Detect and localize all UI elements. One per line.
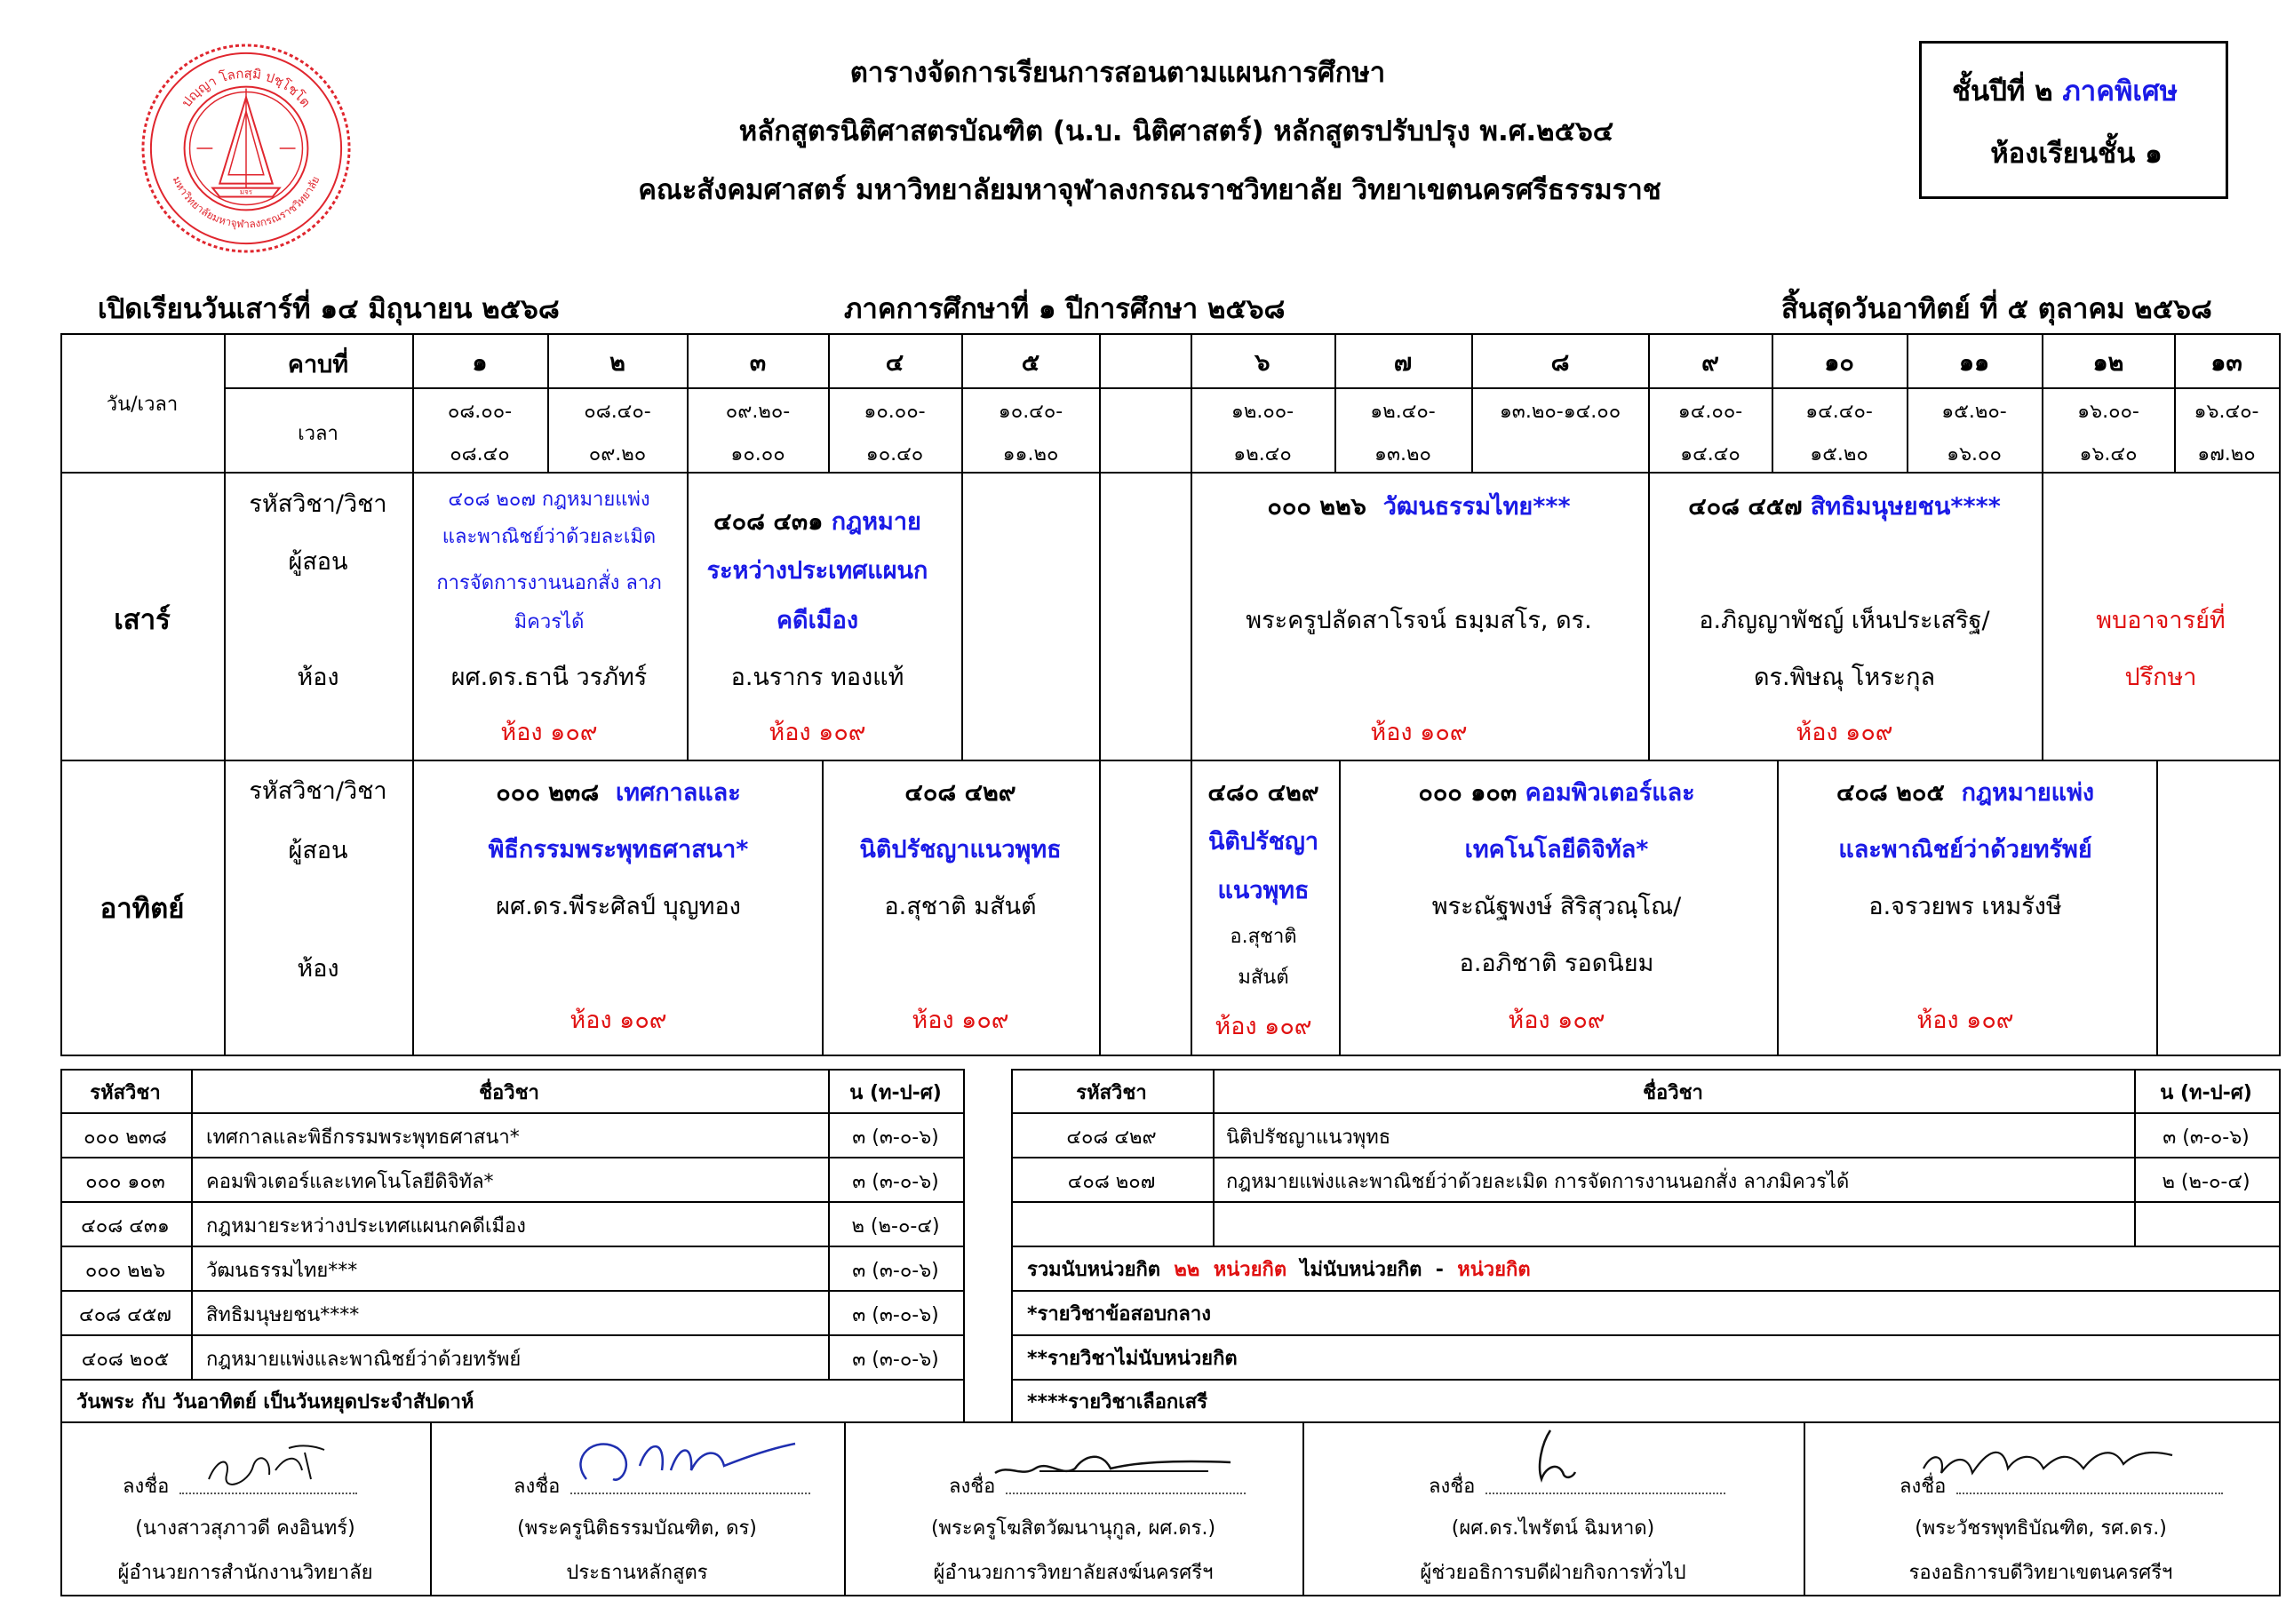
period-time-start: ๑๐.๐๐-: [864, 401, 926, 423]
start-date: เปิดเรียนวันเสาร์ที่ ๑๔ มิถุนายน ๒๕๖๘: [98, 293, 560, 325]
course-room: ห้อง ๑๐๙: [912, 1007, 1009, 1034]
course-title-line: กฎหมายแพ่ง: [1961, 779, 2095, 807]
period-number: ๘: [1550, 349, 1570, 377]
course-room: ห้อง ๑๐๙: [1796, 719, 1893, 746]
course-teacher: อ.สุชาติ: [1230, 926, 1297, 948]
note-noncredit: **รายวิชาไม่นับหน่วยกิต: [1027, 1348, 1238, 1370]
course-credits: ๓ (๓-๐-๖): [852, 1349, 939, 1371]
course-code: ๔๐๘ ๒๐๕: [1836, 779, 1945, 807]
signer-role: ผู้ช่วยอธิการบดีฝ่ายกิจการทั่วไป: [1420, 1562, 1686, 1584]
course-code: ๐๐๐ ๒๒๖: [84, 1260, 166, 1282]
signer-role: ผู้อำนวยการวิทยาลัยสงฆ์นครศรีฯ: [933, 1562, 1214, 1584]
time-label: เวลา: [298, 423, 339, 445]
course-title-line: และพาณิชย์ว่าด้วยทรัพย์: [1838, 836, 2092, 864]
course-code: ๐๐๐ ๒๓๘: [84, 1126, 167, 1149]
period-number: ๑๓: [2210, 349, 2242, 377]
course-teacher: มสันต์: [1238, 967, 1289, 989]
signer-name: (นางสาวสุภาวดี คงอินทร์): [135, 1517, 355, 1540]
signer-role: ประธานหลักสูตร: [566, 1562, 708, 1584]
period-time-start: ๑๕.๒๐-: [1941, 401, 2007, 423]
course-code: ๐๐๐ ๒๒๖: [1267, 493, 1366, 521]
term-info: ภาคการศึกษาที่ ๑ ปีการศึกษา ๒๕๖๘: [844, 293, 1286, 325]
course-teacher: ดร.พิษณุ โหระกุล: [1753, 664, 1936, 691]
period-time-end: ๑๐.๔๐: [865, 443, 924, 466]
course-teacher: พระณัฐพงษ์ สิริสุวณฺโณ/: [1431, 893, 1682, 920]
col-header-credits: น (ท-ป-ศ): [2160, 1082, 2252, 1104]
signature-label: ลงชื่อ: [123, 1476, 170, 1498]
course-name: คอมพิวเตอร์และเทคโนโลยีดิจิทัล*: [206, 1171, 494, 1193]
signature-label: ลงชื่อ: [1429, 1476, 1476, 1498]
end-date: สิ้นสุดวันอาทิตย์ ที่ ๕ ตุลาคม ๒๕๖๘: [1781, 293, 2212, 325]
course-teacher: อ.สุชาติ มสันต์: [884, 893, 1037, 920]
col-header-code: รหัสวิชา: [1076, 1082, 1147, 1104]
course-credits: ๒ (๒-๐-๔): [851, 1215, 940, 1238]
signature-line: [179, 1493, 357, 1494]
course-teacher: ผศ.ดร.ธานี วรภัทร์: [450, 664, 648, 691]
svg-text:ปญฺญา โลกสฺมิ ปชฺโชโต: ปญฺญา โลกสฺมิ ปชฺโชโต: [178, 65, 315, 111]
period-time-end: ๑๖.๔๐: [2079, 443, 2138, 466]
signature-label: ลงชื่อ: [1900, 1476, 1947, 1498]
course-credits: ๓ (๓-๐-๖): [852, 1304, 939, 1326]
course-credits: ๓ (๓-๐-๖): [2163, 1126, 2250, 1149]
course-teacher: อ.จรวยพร เหมรังษี: [1868, 893, 2062, 920]
course-title-line: และพาณิชย์ว่าด้วยละเมิด: [442, 526, 657, 548]
course-name: สิทธิมนุษยชน****: [206, 1304, 360, 1326]
period-time-end: ๑๓.๒๐: [1374, 443, 1431, 466]
course-code: ๔๐๘ ๔๓๑: [81, 1215, 170, 1238]
period-time-start: ๑๖.๔๐-: [2194, 401, 2259, 423]
course-credits: ๓ (๓-๐-๖): [852, 1171, 939, 1193]
course-room: ห้อง ๑๐๙: [1215, 1013, 1312, 1040]
course-code: ๔๐๘ ๒๐๗: [1067, 1171, 1156, 1193]
period-time-start: ๑๐.๔๐-: [998, 401, 1063, 423]
sun-code-label: รหัสวิชา/วิชา: [249, 777, 387, 805]
course-code: ๔๐๘ ๒๐๕: [81, 1349, 170, 1371]
header-line-3: คณะสังคมศาสตร์ มหาวิทยาลัยมหาจุฬาลงกรณราชวิทยาลัย วิทยาเขตนครศรีธรรมราช: [638, 174, 1661, 206]
period-time-start: ๑๒.๔๐-: [1370, 401, 1436, 423]
course-name: นิติปรัชญาแนวพุทธ: [1226, 1126, 1391, 1149]
period-label: คาบที่: [287, 351, 349, 378]
signature-line: [1006, 1493, 1246, 1494]
course-room: ห้อง ๑๐๙: [500, 719, 598, 746]
signature-line: [1486, 1493, 1725, 1494]
course-title-line: เทคโนโลยีดิจิทัล*: [1464, 836, 1649, 864]
col-header-name: ชื่อวิชา: [479, 1082, 539, 1104]
course-title-line: คอมพิวเตอร์และ: [1525, 779, 1695, 807]
period-number: ๔: [885, 349, 904, 377]
signer-name: (พระครูโฆสิตวัฒนานุกูล, ผศ.ดร.): [930, 1517, 1216, 1540]
day-sunday: อาทิตย์: [100, 893, 185, 925]
signature-1: [200, 1439, 333, 1493]
signer-role: รองอธิการบดีวิทยาเขตนครศรีฯ: [1908, 1562, 2173, 1584]
course-credits: ๒ (๒-๐-๔): [2162, 1171, 2250, 1193]
advisor-note: ปรึกษา: [2124, 664, 2197, 691]
course-title-line: ระหว่างประเทศแผนก: [706, 557, 928, 585]
signature-line: [570, 1493, 810, 1494]
corner-label: วัน/เวลา: [106, 394, 179, 416]
sun-teacher-label: ผู้สอน: [288, 837, 348, 864]
course-name: กฎหมายแพ่งและพาณิชย์ว่าด้วยทรัพย์: [206, 1349, 522, 1371]
course-code: ๔๐๘ ๔๕๗: [79, 1304, 171, 1326]
course-title: นิติปรัชญาแนวพุทธ: [859, 836, 1062, 864]
year-label: ชั้นปีที่ ๒: [1952, 76, 2053, 107]
period-time-start: ๑๒.๐๐-: [1231, 401, 1294, 423]
course-teacher: อ.อภิชาติ รอดนิยม: [1459, 950, 1654, 977]
note-free-elective: ****รายวิชาเลือกเสรี: [1027, 1391, 1208, 1413]
sat-room-label: ห้อง: [297, 664, 339, 691]
period-number: ๗: [1393, 349, 1413, 377]
course-title-line: แนวพุทธ: [1217, 877, 1310, 904]
program-label: ภาคพิเศษ: [2062, 76, 2178, 107]
course-room: ห้อง ๑๐๙: [570, 1007, 667, 1034]
course-teacher: อ.นรากร ทองแท้: [730, 664, 904, 691]
period-time-start: ๐๙.๒๐-: [725, 401, 791, 423]
course-teacher: พระครูปลัดสาโรจน์ ธมฺมสโร, ดร.: [1246, 607, 1592, 634]
period-number: ๑๒: [2092, 349, 2124, 377]
period-number: ๑: [472, 349, 488, 377]
course-code: ๐๐๐ ๑๐๓: [1418, 779, 1517, 807]
signature-3: [986, 1437, 1235, 1491]
period-time-end: ๑๑.๒๐: [1002, 443, 1059, 466]
period-time-end: ๐๘.๔๐: [450, 443, 510, 466]
course-code: ๔๐๘ ๔๒๙: [904, 779, 1016, 807]
period-number: ๑๐: [1824, 349, 1854, 377]
room-label: ห้องเรียนชั้น ๑: [1990, 138, 2163, 170]
period-time-end: ๑๗.๒๐: [2197, 443, 2256, 466]
signature-5: [1919, 1437, 2177, 1491]
period-number: ๓: [749, 349, 767, 377]
course-title-line: คดีเมือง: [776, 607, 859, 634]
period-time-start: ๑๔.๔๐-: [1805, 401, 1873, 423]
course-code: ๔๐๘ ๔๒๙: [1066, 1126, 1157, 1149]
course-code: ๔๘๐ ๔๒๙: [1207, 779, 1319, 807]
period-number: ๖: [1255, 349, 1270, 377]
signer-name: (ผศ.ดร.ไพรัตน์ ฉิมหาด): [1451, 1517, 1655, 1540]
svg-text:มจร: มจร: [239, 187, 253, 196]
course-title: สิทธิมนุษยชน****: [1810, 493, 2001, 521]
course-name: วัฒนธรรมไทย***: [206, 1260, 358, 1282]
course-title-line: การจัดการงานนอกสั่ง ลาภ: [436, 572, 662, 594]
col-header-credits: น (ท-ป-ศ): [849, 1082, 942, 1104]
period-time-start: ๑๖.๐๐-: [2077, 401, 2139, 423]
signature-label: ลงชื่อ: [949, 1476, 996, 1498]
signer-role: ผู้อำนวยการสำนักงานวิทยาลัย: [117, 1562, 373, 1584]
period-time-end: ๑๕.๒๐: [1810, 443, 1868, 466]
signature-line: [1956, 1493, 2223, 1494]
course-name: กฎหมายแพ่งและพาณิชย์ว่าด้วยละเมิด การจัดการงานนอกสั่ง ลาภมิควรได้: [1226, 1171, 1850, 1193]
course-room: ห้อง ๑๐๙: [1508, 1007, 1605, 1034]
course-title-line: ๔๐๘ ๒๐๗ กฎหมายแพ่ง: [448, 489, 650, 511]
course-title-line: พิธีกรรมพระพุทธศาสนา*: [488, 836, 749, 864]
course-code: ๔๐๘ ๔๓๑: [713, 508, 824, 536]
period-number: ๒: [609, 349, 625, 377]
course-name: เทศกาลและพิธีกรรมพระพุทธศาสนา*: [206, 1126, 520, 1149]
day-saturday: เสาร์: [114, 604, 171, 636]
period-time-end: ๑๖.๐๐: [1947, 443, 2002, 466]
course-credits: ๓ (๓-๐-๖): [852, 1260, 939, 1282]
advisor-note: พบอาจารย์ที่: [2096, 607, 2226, 634]
period-time-end: ๑๒.๔๐: [1233, 443, 1292, 466]
col-header-code: รหัสวิชา: [90, 1082, 161, 1104]
class-info-box: [1919, 41, 2228, 199]
signature-2: [569, 1430, 800, 1493]
course-code: ๔๐๘ ๔๕๗: [1688, 493, 1803, 521]
period-time-end: ๑๔.๔๐: [1680, 443, 1740, 466]
course-room: ห้อง ๑๐๙: [1370, 719, 1468, 746]
university-seal-logo: [140, 43, 352, 254]
period-time-start: ๐๘.๔๐-: [584, 401, 651, 423]
course-room: ห้อง ๑๐๙: [1916, 1007, 2014, 1034]
period-time-start: ๐๘.๐๐-: [447, 401, 513, 423]
course-title-line: นิติปรัชญา: [1207, 828, 1319, 856]
header-line-1: ตารางจัดการเรียนการสอนตามแผนการศึกษา: [849, 57, 1386, 89]
credit-summary: รวมนับหน่วยกิต ๒๒ หน่วยกิต ไม่นับหน่วยกิต - หน่วยกิต: [1027, 1259, 1531, 1281]
period-time-start: ๑๔.๐๐-: [1677, 401, 1743, 423]
course-room: ห้อง ๑๐๙: [769, 719, 866, 746]
period-time-end: ๑๐.๐๐: [730, 443, 785, 466]
svg-text:มหาวิทยาลัยมหาจุฬาลงกรณราชวิทย: มหาวิทยาลัยมหาจุฬาลงกรณราชวิทยาลัย: [170, 174, 323, 231]
sat-code-label: รหัสวิชา/วิชา: [249, 490, 387, 518]
signer-name: (พระวัชรพุทธิบัณฑิต, รศ.ดร.): [1915, 1517, 2167, 1540]
course-title: วัฒนธรรมไทย***: [1382, 493, 1571, 521]
course-teacher: อ.ภิญญาพัชญ์ เห็นประเสริฐ/: [1699, 607, 1990, 634]
course-code: ๐๐๐ ๑๐๓: [85, 1171, 165, 1193]
course-title-line: กฎหมาย: [831, 508, 921, 536]
holiday-note: วันพระ กับ วันอาทิตย์ เป็นวันหยุดประจำสัปดาห์: [76, 1391, 474, 1413]
course-name: กฎหมายระหว่างประเทศแผนกคดีเมือง: [206, 1215, 526, 1238]
header-line-2: หลักสูตรนิติศาสตรบัณฑิต (น.บ. นิติศาสตร์) หลักสูตรปรับปรุง พ.ศ.๒๕๖๔: [738, 115, 1614, 147]
note-midterm: *รายวิชาข้อสอบกลาง: [1027, 1303, 1211, 1325]
period-number: ๑๑: [1958, 349, 1990, 377]
signature-label: ลงชื่อ: [514, 1476, 561, 1498]
course-teacher: ผศ.ดร.พีระศิลป์ บุญทอง: [496, 893, 741, 920]
period-number: ๙: [1701, 349, 1719, 377]
signer-name: (พระครูนิติธรรมบัณฑิต, ดร): [517, 1517, 757, 1540]
signature-4: [1524, 1426, 1577, 1488]
course-title-line: เทศกาลและ: [616, 779, 741, 807]
period-time-end: ๐๙.๒๐: [588, 443, 647, 466]
course-code: ๐๐๐ ๒๓๘: [496, 779, 600, 807]
col-header-name: ชื่อวิชา: [1643, 1082, 1703, 1104]
period-time-start: ๑๓.๒๐-๑๔.๐๐: [1499, 401, 1621, 423]
sun-room-label: ห้อง: [297, 955, 339, 983]
sat-teacher-label: ผู้สอน: [288, 548, 348, 576]
course-credits: ๓ (๓-๐-๖): [852, 1126, 939, 1149]
course-title-line: มิควรได้: [514, 611, 585, 633]
period-number: ๕: [1021, 349, 1040, 377]
